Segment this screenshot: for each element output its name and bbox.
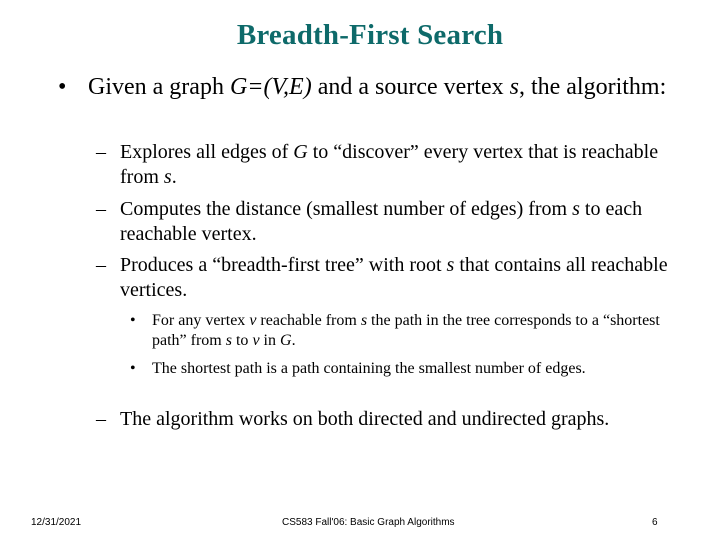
bullet-text xyxy=(120,197,696,247)
bullet-level2 xyxy=(96,140,696,190)
text-run: , the algorithm: xyxy=(518,74,667,100)
bullet-level2 xyxy=(96,253,696,303)
text-run: the path in the tree corresponds to a “shortest path” from xyxy=(152,312,660,349)
bullet-text xyxy=(120,140,696,190)
footer-page-number: 6 xyxy=(652,517,658,528)
dash-marker: – xyxy=(96,198,106,220)
dash-marker: – xyxy=(96,141,106,163)
text-run: to “discover” every vertex that is reachable from xyxy=(120,141,659,188)
text-run-italic: s xyxy=(360,312,368,329)
bullet-marker: • xyxy=(130,312,136,329)
bullet-level2 xyxy=(96,197,696,247)
footer-date: 12/31/2021 xyxy=(31,517,82,528)
text-run-italic: s xyxy=(572,198,580,220)
dash-marker: – xyxy=(96,408,106,430)
bullet-level3 xyxy=(130,311,690,351)
slide-title: Breadth-First Search xyxy=(236,19,504,51)
text-run: . xyxy=(291,332,296,349)
text-run: to each reachable vertex. xyxy=(120,198,643,245)
text-run: that contains all reachable vertices. xyxy=(120,254,668,301)
bullet-marker: • xyxy=(130,360,136,377)
text-run-italic: s xyxy=(446,254,455,276)
text-run-italic: s xyxy=(509,74,519,100)
bullet-marker: • xyxy=(58,74,67,100)
footer-course: CS583 Fall'06: Basic Graph Algorithms xyxy=(282,517,455,528)
bullet-level1 xyxy=(58,73,698,102)
text-run: in xyxy=(259,332,280,349)
text-run: Explores all edges of xyxy=(120,141,294,163)
text-run-italic: G xyxy=(293,141,308,163)
text-run: . xyxy=(171,166,177,188)
text-run-italic: v xyxy=(252,332,260,349)
text-run: Computes the distance (smallest number of edges) from xyxy=(120,198,573,220)
text-run-italic: v xyxy=(249,312,257,329)
text-run: and a source vertex xyxy=(311,74,510,100)
text-run: to xyxy=(231,332,253,349)
bullet-text xyxy=(120,253,696,303)
bullet-level3 xyxy=(130,359,690,379)
bullet-text xyxy=(88,73,698,102)
bullet-text xyxy=(152,311,690,351)
text-run-italic: G=(V,E) xyxy=(229,74,312,100)
bullet-text: The algorithm works on both directed and undirected graphs. xyxy=(120,408,610,430)
text-run: Produces a “breadth-first tree” with root xyxy=(120,254,447,276)
text-run-italic: s xyxy=(225,332,232,349)
text-run: For any vertex xyxy=(152,312,250,329)
dash-marker: – xyxy=(96,254,106,276)
text-run-italic: s xyxy=(163,166,172,188)
text-run: Given a graph xyxy=(88,74,230,100)
text-run: reachable from xyxy=(256,312,361,329)
bullet-text: The shortest path is a path containing the smallest number of edges. xyxy=(152,360,586,377)
text-run-italic: G xyxy=(280,332,292,349)
bullet-level2 xyxy=(96,407,696,432)
